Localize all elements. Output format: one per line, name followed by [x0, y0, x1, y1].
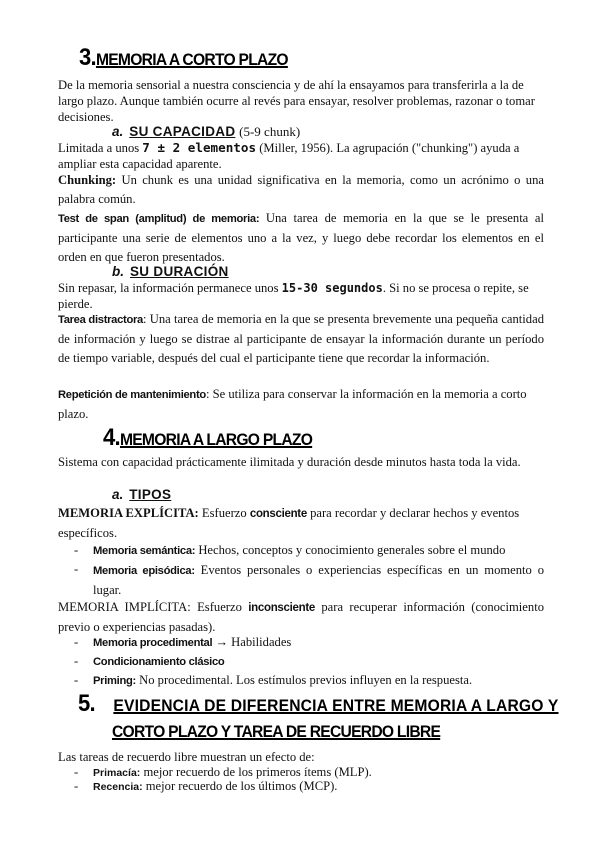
list-term: Recencia:	[93, 781, 143, 793]
repetition-paragraph	[58, 385, 544, 424]
capacity-pre: Limitada a unos	[58, 141, 140, 155]
list-dash: -	[74, 779, 79, 793]
capacity-bold: 7 ± 2 elementos	[142, 140, 257, 155]
list-dash: -	[74, 654, 79, 668]
section-4-number: 4.	[103, 424, 120, 451]
tarea-term: Tarea distractora	[58, 314, 143, 326]
explicit-bold: consciente	[249, 508, 307, 520]
list-body	[93, 634, 291, 651]
list-term: Primacía:	[93, 767, 141, 779]
list-definition: → Habilidades	[215, 635, 292, 649]
section-4-title: MEMORIA A LARGO PLAZO	[119, 430, 313, 449]
subsection-3a-letter: a.	[112, 124, 124, 139]
section-4-intro: Sistema con capacidad prácticamente ilimitada y duración desde minutos hasta toda la vida.	[58, 455, 521, 469]
list-definition: mejor recuerdo de los últimos (MCP).	[145, 779, 338, 793]
subsection-3a-label: SU CAPACIDAD	[129, 124, 236, 139]
section-5-intro: Las tareas de recuerdo libre muestran un efecto de:	[58, 750, 315, 764]
list-dash: -	[74, 562, 79, 576]
implicit-bold: inconsciente	[248, 602, 315, 614]
list-definition: Hechos, conceptos y conocimiento generales sobre el mundo	[198, 543, 506, 557]
section-4-heading	[103, 424, 312, 452]
implicit-post: para recuperar información (conocimiento previo o experiencias pasadas).	[58, 600, 544, 634]
list-dash: -	[74, 673, 79, 687]
subsection-4a-label: TIPOS	[129, 487, 172, 502]
section-3-intro: De la memoria sensorial a nuestra consciencia y de ahí la ensayamos para transferirla a la de largo plazo. Aunque también ocurre al revés para ensayar, resolver problemas, razonar o tomar decisiones.	[58, 78, 535, 124]
chunking-definition: Un chunk es una unidad significativa en la memoria, como un acrónimo o una palabra común.	[58, 173, 544, 206]
section-3-title: MEMORIA A CORTO PLAZO	[95, 50, 288, 69]
duration-paragraph	[58, 280, 544, 312]
list-definition: Eventos personales o experiencias específicas en un momento o lugar.	[93, 563, 545, 597]
subsection-3a-extra: (5-9 chunk)	[239, 124, 301, 139]
section-5-title-line-1: EVIDENCIA DE DIFERENCIA ENTRE MEMORIA A LARGO Y	[113, 696, 559, 715]
subsection-3a-heading	[112, 124, 300, 140]
list-term: Condicionamiento clásico	[93, 656, 225, 668]
capacity-paragraph	[58, 140, 544, 172]
section-5-number: 5.	[78, 690, 95, 717]
list-dash: -	[74, 543, 79, 557]
capacity-post: (Miller, 1956). La agrupación ("chunking") ayuda a ampliar esta capacidad aparente.	[58, 141, 520, 171]
implicit-pre: Esfuerzo	[197, 600, 242, 614]
span-definition: Una tarea de memoria en la que se le presenta al participante una serie de elementos uno a la vez, y luego debe recordar los elementos en el orden en que fueron presentados.	[58, 211, 544, 264]
explicit-term: MEMORIA EXPLÍCITA:	[58, 506, 199, 520]
list-term: Memoria procedimental	[93, 637, 213, 649]
tarea-paragraph	[58, 310, 544, 368]
list-term: Memoria semántica:	[93, 545, 196, 557]
subsection-3b-label: SU DURACIÓN	[130, 264, 229, 279]
chunking-paragraph	[58, 171, 544, 209]
list-term: Priming:	[93, 675, 136, 687]
explicit-post: para recordar y declarar hechos y eventos específicos.	[58, 506, 520, 540]
explicit-pre: Esfuerzo	[201, 506, 247, 520]
section-3-heading	[79, 44, 288, 72]
duration-post: . Si no se procesa o repite, se pierde.	[58, 281, 529, 311]
list-body	[93, 542, 505, 559]
explicit-paragraph	[58, 504, 544, 543]
list-body	[93, 561, 544, 600]
list-term: Memoria episódica:	[93, 565, 195, 577]
section-5-title-line-2: CORTO PLAZO Y TAREA DE RECUERDO LIBRE	[112, 722, 441, 741]
list-definition: mejor recuerdo de los primeros ítems (MLP).	[143, 765, 372, 779]
repetition-term: Repetición de mantenimiento	[58, 389, 206, 401]
duration-pre: Sin repasar, la información permanece unos	[58, 281, 279, 295]
list-definition: No procedimental. Los estímulos previos influyen en la respuesta.	[139, 673, 473, 687]
subsection-4a-letter: a.	[112, 487, 124, 502]
list-dash: -	[74, 635, 79, 649]
implicit-paragraph	[58, 598, 544, 637]
list-dash: -	[74, 765, 79, 779]
section-5-heading	[78, 690, 558, 718]
list-body	[93, 778, 337, 795]
span-paragraph	[58, 209, 544, 267]
chunking-term: Chunking:	[58, 173, 117, 187]
span-term: Test de span (amplitud) de memoria:	[58, 213, 260, 225]
subsection-3b-letter: b.	[112, 264, 124, 279]
list-body	[93, 653, 224, 670]
subsection-4a-heading	[112, 487, 171, 502]
implicit-term: MEMORIA IMPLÍCITA:	[58, 600, 191, 614]
subsection-3b-heading	[112, 264, 229, 279]
list-body	[93, 672, 472, 689]
section-3-number: 3.	[79, 44, 96, 71]
repetition-definition: : Se utiliza para conservar la información en la memoria a corto plazo.	[58, 387, 527, 421]
section-5-heading-line-2	[112, 722, 440, 742]
duration-bold: 15-30 segundos	[281, 281, 383, 295]
tarea-definition: : Una tarea de memoria en la que se presenta brevemente una pequeña cantidad de información y luego se distrae al participante de ensayar la información durante un período de tiempo variable, después del cual el participante tiene que recordar la información.	[58, 312, 544, 365]
